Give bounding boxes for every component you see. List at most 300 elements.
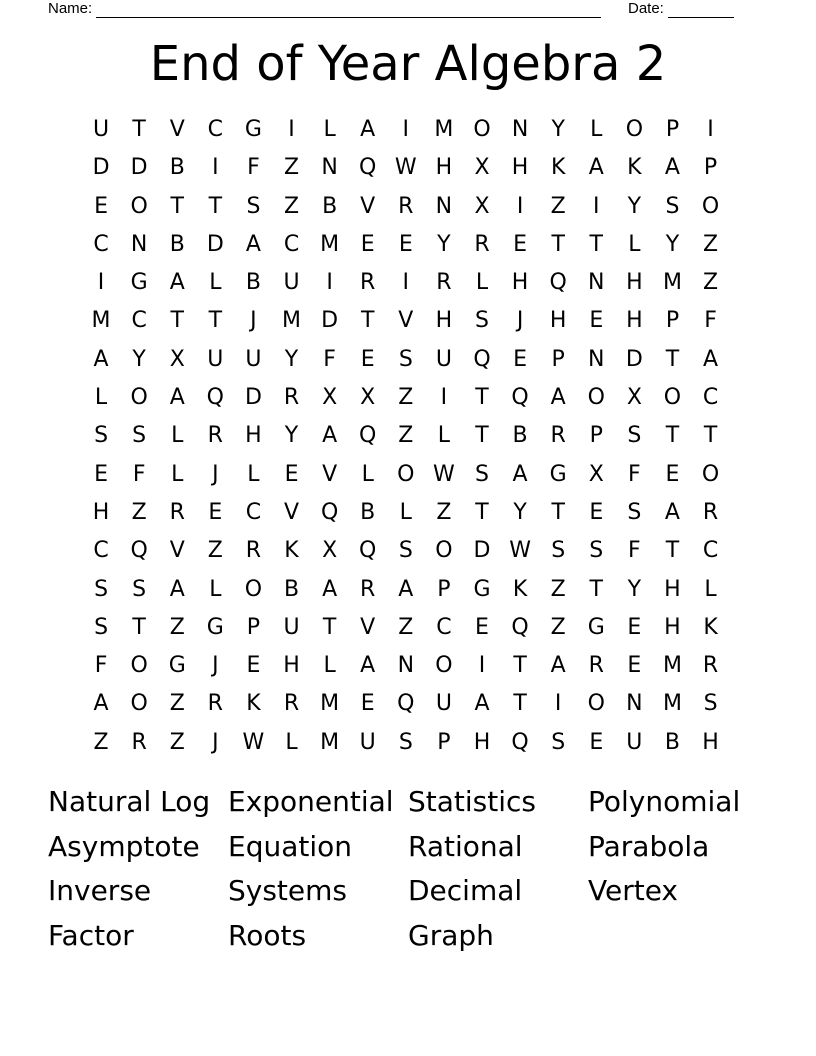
grid-cell: A: [588, 155, 604, 181]
grid-cell: V: [360, 614, 376, 640]
grid-cell: Q: [511, 385, 529, 411]
grid-cell: E: [398, 231, 413, 257]
grid-cell: T: [665, 538, 680, 564]
grid-cell: U: [435, 346, 452, 372]
word-bank-item: Natural Log: [48, 785, 211, 818]
grid-cell: H: [626, 308, 643, 334]
grid-cell: R: [550, 423, 566, 449]
grid-cell: X: [169, 346, 185, 372]
grid-cell: N: [511, 117, 529, 142]
grid-cell: Q: [549, 270, 567, 296]
grid-cell: C: [207, 117, 224, 142]
grid-cell: R: [360, 270, 376, 296]
grid-cell: Y: [437, 231, 451, 257]
grid-cell: C: [131, 308, 147, 334]
grid-cell: O: [587, 385, 605, 411]
grid-cell: Z: [131, 499, 147, 525]
grid-cell: A: [93, 346, 109, 372]
grid-cell: M: [434, 117, 454, 142]
grid-cell: C: [93, 538, 109, 564]
grid-row: [82, 494, 730, 532]
grid-cell: U: [245, 346, 262, 372]
grid-cell: S: [475, 308, 489, 334]
grid-cell: Q: [130, 538, 148, 564]
grid-cell: O: [130, 653, 148, 679]
grid-cell: R: [207, 691, 223, 717]
grid-cell: A: [360, 653, 376, 679]
grid-cell: T: [665, 423, 680, 449]
grid-cell: P: [665, 308, 680, 334]
grid-cell: L: [323, 117, 336, 142]
grid-cell: R: [702, 653, 719, 679]
grid-cell: R: [131, 729, 147, 755]
grid-cell: H: [664, 576, 681, 602]
grid-cell: Z: [398, 385, 414, 411]
grid-cell: R: [436, 270, 452, 296]
name-label: Name:: [48, 0, 93, 17]
grid-cell: A: [512, 461, 528, 487]
grid-cell: S: [398, 538, 413, 564]
grid-cell: H: [283, 653, 300, 679]
grid-cell: H: [92, 499, 110, 525]
grid-cell: V: [169, 117, 185, 142]
grid-cell: D: [473, 538, 491, 564]
grid-cell: Z: [703, 231, 719, 257]
name-blank: [96, 3, 601, 18]
grid-cell: F: [247, 155, 260, 181]
grid-cell: Z: [207, 538, 223, 564]
grid-cell: C: [702, 385, 719, 411]
grid-cell: E: [627, 653, 642, 679]
grid-cell: S: [398, 729, 413, 755]
grid-cell: K: [627, 155, 642, 181]
grid-cell: Z: [550, 576, 566, 602]
grid-cell: L: [171, 461, 184, 487]
grid-cell: A: [360, 117, 376, 142]
grid-cell: X: [474, 155, 490, 181]
grid-cell: A: [322, 576, 338, 602]
grid-cell: I: [402, 270, 410, 296]
grid-cell: Y: [513, 499, 527, 525]
grid-cell: E: [360, 231, 375, 257]
grid-cell: X: [322, 385, 338, 411]
grid-cell: O: [663, 385, 682, 411]
grid-cell: Q: [473, 346, 491, 372]
grid-cell: L: [628, 231, 641, 257]
grid-cell: E: [360, 346, 375, 372]
grid-cell: H: [664, 614, 681, 640]
grid-row: [82, 417, 730, 455]
grid-cell: I: [478, 653, 486, 679]
grid-cell: H: [626, 270, 643, 296]
grid-cell: F: [704, 308, 717, 334]
grid-cell: T: [475, 385, 489, 411]
grid-cell: D: [321, 308, 339, 334]
grid-cell: O: [130, 193, 148, 219]
grid-cell: R: [169, 499, 185, 525]
grid-cell: R: [207, 423, 223, 449]
grid-cell: T: [475, 423, 489, 449]
grid-cell: P: [437, 576, 451, 602]
header: [48, 0, 748, 20]
grid-cell: N: [435, 193, 453, 219]
grid-cell: V: [398, 308, 414, 334]
grid-cell: G: [549, 461, 567, 487]
grid-cell: S: [94, 614, 109, 640]
grid-row: [82, 724, 730, 762]
grid-cell: B: [664, 729, 680, 755]
grid-cell: T: [551, 499, 565, 525]
grid-cell: H: [435, 308, 453, 334]
page-title: End of Year Algebra 2: [149, 36, 667, 92]
grid-cell: W: [433, 461, 455, 487]
grid-cell: Y: [665, 231, 680, 257]
grid-row: [82, 302, 730, 340]
grid-cell: E: [284, 461, 299, 487]
word-bank-item: Inverse: [48, 874, 152, 907]
grid-cell: A: [245, 231, 261, 257]
grid-cell: G: [473, 576, 491, 602]
grid-cell: T: [665, 346, 680, 372]
grid-cell: T: [589, 231, 603, 257]
grid-cell: W: [394, 155, 417, 181]
grid-cell: U: [626, 729, 643, 755]
grid-cell: Q: [397, 691, 415, 717]
grid-cell: S: [665, 193, 680, 219]
grid-row: [82, 609, 730, 647]
grid-cell: P: [551, 346, 565, 372]
grid-cell: T: [322, 614, 337, 640]
grid-cell: N: [321, 155, 338, 181]
grid-cell: Z: [398, 614, 414, 640]
grid-cell: T: [132, 117, 146, 142]
grid-cell: G: [206, 614, 224, 640]
grid-cell: N: [588, 270, 605, 296]
grid-cell: M: [320, 691, 340, 717]
grid-cell: M: [91, 308, 111, 334]
grid-cell: J: [212, 653, 219, 679]
grid-cell: J: [212, 461, 219, 487]
grid-cell: Y: [132, 346, 146, 372]
grid-cell: C: [702, 538, 719, 564]
grid-cell: S: [589, 538, 604, 564]
grid-cell: X: [322, 538, 338, 564]
grid-cell: P: [437, 729, 451, 755]
grid-cell: T: [551, 231, 565, 257]
grid-row: [82, 341, 730, 379]
grid-cell: C: [283, 231, 300, 257]
grid-cell: Q: [511, 614, 529, 640]
grid-cell: Z: [550, 193, 566, 219]
letter-grid: [82, 111, 730, 762]
grid-cell: F: [628, 461, 641, 487]
grid-cell: Q: [320, 499, 339, 525]
grid-cell: V: [169, 538, 185, 564]
grid-cell: D: [130, 155, 148, 181]
grid-cell: R: [360, 576, 376, 602]
grid-cell: A: [550, 653, 566, 679]
grid-cell: Z: [283, 155, 300, 181]
grid-cell: E: [589, 729, 604, 755]
grid-cell: H: [435, 155, 453, 181]
grid-cell: G: [168, 653, 186, 679]
grid-row: [82, 647, 730, 685]
word-bank-item: Exponential: [228, 785, 394, 818]
grid-cell: E: [513, 231, 528, 257]
grid-cell: J: [212, 729, 219, 755]
grid-cell: W: [242, 729, 265, 755]
grid-cell: R: [702, 499, 719, 525]
date-blank: [668, 3, 734, 18]
grid-cell: I: [593, 193, 600, 219]
word-bank-item: Factor: [48, 918, 134, 952]
grid-cell: L: [323, 653, 336, 679]
grid-cell: L: [361, 461, 374, 487]
grid-cell: E: [208, 499, 223, 525]
grid-cell: T: [208, 308, 223, 334]
grid-cell: A: [398, 576, 414, 602]
grid-cell: H: [245, 423, 262, 449]
grid-cell: F: [132, 461, 146, 487]
grid-cell: X: [474, 193, 490, 219]
grid-cell: M: [662, 653, 682, 679]
grid-cell: F: [323, 346, 336, 372]
word-bank-item: Roots: [228, 918, 307, 952]
grid-cell: B: [360, 499, 376, 525]
grid-cell: I: [288, 117, 295, 142]
grid-cell: A: [474, 691, 490, 717]
grid-cell: I: [212, 155, 219, 181]
grid-cell: N: [130, 231, 148, 257]
grid-cell: H: [511, 270, 529, 296]
grid-cell: B: [169, 231, 185, 257]
grid-cell: L: [209, 270, 222, 296]
grid-cell: A: [322, 423, 338, 449]
grid-cell: S: [551, 729, 566, 755]
word-bank-item: Equation: [228, 829, 353, 863]
grid-cell: Y: [284, 346, 299, 372]
grid-cell: M: [662, 270, 682, 296]
grid-cell: M: [282, 308, 301, 334]
grid-cell: A: [664, 499, 680, 525]
grid-cell: D: [206, 231, 224, 257]
grid-cell: O: [130, 691, 148, 717]
grid-cell: A: [703, 346, 719, 372]
word-bank-item: Parabola: [588, 829, 710, 863]
grid-cell: B: [322, 193, 338, 219]
grid-cell: S: [132, 423, 147, 449]
grid-cell: D: [244, 385, 262, 411]
grid-cell: S: [475, 461, 489, 487]
grid-cell: I: [440, 385, 448, 411]
grid-cell: T: [589, 576, 603, 602]
grid-cell: S: [132, 576, 147, 602]
grid-cell: I: [326, 270, 333, 296]
grid-row: [82, 532, 730, 570]
grid-cell: T: [132, 614, 146, 640]
grid-cell: C: [245, 499, 262, 525]
grid-cell: E: [665, 461, 680, 487]
grid-cell: C: [436, 614, 452, 640]
grid-cell: E: [627, 614, 642, 640]
grid-cell: Z: [436, 499, 452, 525]
grid-cell: U: [435, 691, 452, 717]
grid-cell: H: [702, 729, 719, 755]
grid-cell: Z: [169, 691, 185, 717]
grid-cell: E: [94, 461, 108, 487]
grid-cell: G: [244, 117, 262, 142]
grid-cell: V: [283, 499, 300, 525]
grid-row: [82, 685, 730, 723]
grid-cell: P: [665, 117, 680, 142]
grid-cell: O: [130, 385, 148, 411]
grid-cell: K: [284, 538, 299, 564]
grid-cell: R: [474, 231, 490, 257]
grid-cell: I: [554, 691, 562, 717]
grid-cell: K: [703, 614, 718, 640]
grid-cell: E: [589, 308, 604, 334]
grid-cell: M: [320, 231, 340, 257]
grid-cell: L: [475, 270, 489, 296]
grid-cell: H: [473, 729, 491, 755]
grid-cell: B: [169, 155, 185, 181]
grid-cell: T: [360, 308, 375, 334]
grid-cell: D: [92, 155, 110, 181]
grid-cell: K: [512, 576, 528, 602]
grid-cell: L: [94, 385, 108, 411]
grid-cell: P: [703, 155, 718, 181]
grid-cell: T: [513, 691, 527, 717]
grid-cell: H: [511, 155, 529, 181]
grid-cell: S: [246, 193, 261, 219]
grid-cell: Y: [627, 193, 642, 219]
grid-cell: L: [209, 576, 222, 602]
grid-cell: K: [550, 155, 566, 181]
grid-cell: L: [399, 499, 412, 525]
grid-cell: E: [475, 614, 489, 640]
grid-cell: O: [473, 117, 491, 142]
grid-cell: I: [97, 270, 105, 296]
grid-cell: Z: [398, 423, 414, 449]
grid-cell: P: [589, 423, 603, 449]
date-field: [628, 0, 734, 18]
grid-cell: T: [475, 499, 489, 525]
grid-cell: I: [516, 193, 524, 219]
grid-cell: Q: [359, 423, 377, 449]
grid-row: [82, 571, 730, 609]
grid-cell: N: [626, 691, 643, 717]
grid-cell: S: [703, 691, 718, 717]
grid-cell: Q: [359, 155, 377, 181]
word-bank-item: Asymptote: [48, 829, 200, 863]
grid-cell: V: [360, 193, 376, 219]
grid-cell: I: [707, 117, 714, 142]
grid-cell: R: [283, 691, 300, 717]
grid-cell: F: [94, 653, 108, 679]
grid-cell: Z: [703, 270, 719, 296]
word-bank-item: Graph: [408, 918, 494, 952]
grid-cell: X: [588, 461, 604, 487]
grid-cell: G: [130, 270, 148, 296]
grid-cell: S: [398, 346, 413, 372]
word-bank-item: Vertex: [588, 874, 679, 907]
grid-cell: N: [588, 346, 605, 372]
grid-cell: E: [513, 346, 528, 372]
grid-cell: L: [247, 461, 260, 487]
grid-cell: L: [590, 117, 603, 142]
word-bank-item: Decimal: [408, 874, 523, 907]
grid-cell: K: [246, 691, 261, 717]
grid-row: [82, 264, 730, 302]
grid-cell: U: [92, 117, 110, 142]
grid-cell: L: [704, 576, 717, 602]
grid-cell: U: [283, 270, 300, 296]
grid-cell: S: [94, 576, 109, 602]
grid-cell: B: [512, 423, 528, 449]
grid-row: [82, 379, 730, 417]
grid-cell: A: [93, 691, 109, 717]
grid-cell: Z: [550, 614, 566, 640]
grid-cell: R: [283, 385, 300, 411]
grid-cell: A: [169, 385, 185, 411]
grid-cell: V: [322, 461, 338, 487]
grid-cell: E: [94, 193, 108, 219]
grid-cell: W: [509, 538, 531, 564]
grid-row: [82, 188, 730, 226]
grid-row: [82, 149, 730, 187]
grid-cell: Y: [551, 117, 565, 142]
grid-cell: Z: [169, 614, 185, 640]
grid-cell: T: [513, 653, 527, 679]
grid-cell: F: [628, 538, 641, 564]
grid-cell: S: [551, 538, 566, 564]
grid-cell: X: [626, 385, 642, 411]
grid-cell: O: [435, 653, 453, 679]
grid-cell: L: [285, 729, 298, 755]
grid-cell: J: [250, 308, 257, 334]
grid-cell: T: [703, 423, 718, 449]
grid-cell: Q: [206, 385, 224, 411]
grid-cell: P: [246, 614, 261, 640]
date-label: Date:: [628, 0, 664, 17]
grid-cell: A: [550, 385, 566, 411]
grid-row: [82, 226, 730, 264]
grid-cell: E: [589, 499, 604, 525]
grid-cell: E: [360, 691, 375, 717]
grid-cell: S: [627, 499, 642, 525]
grid-cell: T: [208, 193, 223, 219]
grid-cell: L: [437, 423, 451, 449]
grid-cell: O: [244, 576, 263, 602]
grid-cell: Z: [283, 193, 300, 219]
grid-cell: A: [664, 155, 680, 181]
grid-cell: I: [402, 117, 410, 142]
grid-row: [82, 111, 730, 149]
grid-cell: O: [625, 117, 644, 142]
grid-cell: M: [662, 691, 682, 717]
word-bank-item: Statistics: [408, 785, 536, 818]
grid-cell: H: [549, 308, 567, 334]
grid-cell: N: [397, 653, 415, 679]
grid-row: [82, 456, 730, 494]
grid-cell: T: [170, 193, 184, 219]
grid-cell: O: [397, 461, 415, 487]
grid-cell: J: [516, 308, 524, 334]
grid-cell: O: [701, 193, 720, 219]
grid-cell: X: [360, 385, 376, 411]
grid-cell: Z: [169, 729, 185, 755]
word-bank-item: Rational: [408, 829, 523, 863]
